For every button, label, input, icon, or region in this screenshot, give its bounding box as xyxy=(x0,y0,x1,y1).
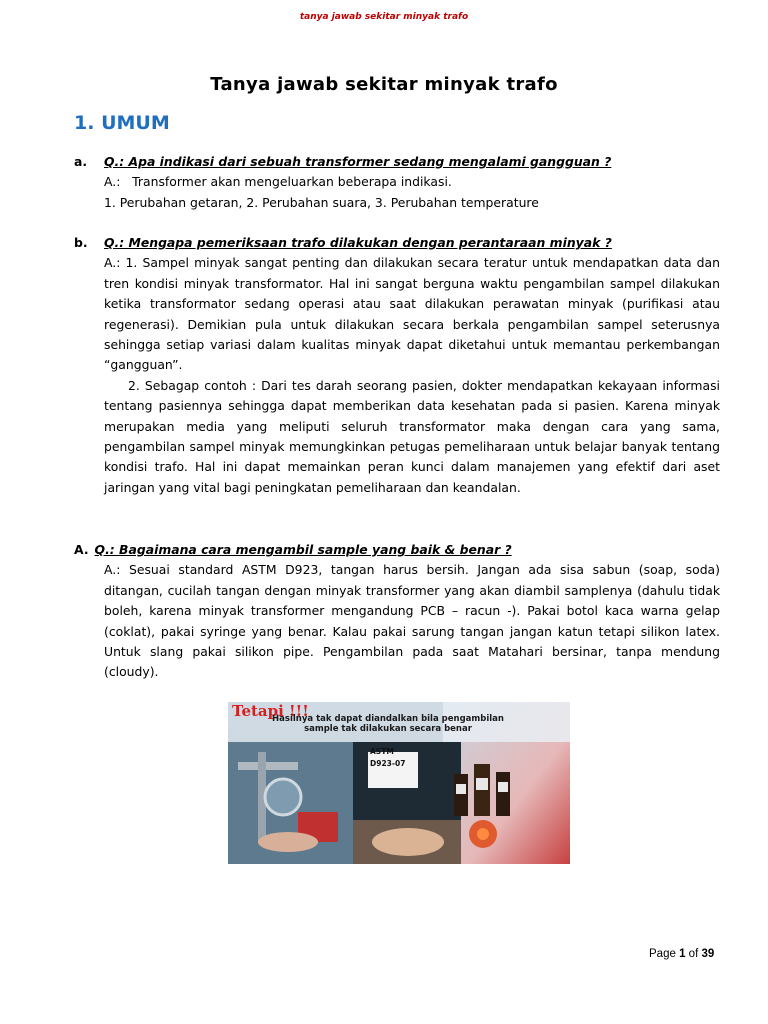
section-name: UMUM xyxy=(101,112,170,134)
answer-block xyxy=(104,172,720,213)
answer-paragraph: A.: 1. Sampel minyak sangat penting dan dilakukan secara teratur untuk mendapatkan data dan tren kondisi minyak transformator. Hal ini sangat berguna waktu pengambilan sampel dilakukan ketika transformator sedang operasi atau saat dilakukan perawatan minyak (purifikasi atau regenerasi). Demikian pula untuk dilakukan secara berkala pengambilan sampel seterusnya sehingga setiap variasi dalam kualitas minyak dapat diketahui untuk memantau perkembangan “gangguan”. xyxy=(104,255,720,373)
page-footer xyxy=(649,948,714,960)
question-text: Q.: Bagaimana cara mengambil sample yang baik & benar ? xyxy=(94,542,512,557)
caption-line: Hasilnya tak dapat diandalkan bila pengambilan xyxy=(272,714,504,724)
qa-item-c xyxy=(74,540,720,683)
page-total: 39 xyxy=(701,948,715,960)
of-word: of xyxy=(688,948,699,960)
question-line xyxy=(74,540,720,560)
label-line: D923-07 xyxy=(370,759,406,768)
answer-line: A.: Transformer akan mengeluarkan beberapa indikasi. xyxy=(104,174,452,190)
sampling-photo xyxy=(228,702,570,864)
question-marker: a. xyxy=(74,154,88,169)
qa-item-a xyxy=(74,152,720,213)
photo-caption xyxy=(258,714,518,734)
running-header: tanya jawab sekitar minyak trafo xyxy=(299,12,469,22)
answer-line: 1. Perubahan getaran, 2. Perubahan suara, 3. Perubahan temperature xyxy=(104,194,539,210)
page-number: 1 xyxy=(679,948,686,960)
question-text: Q.: Apa indikasi dari sebuah transformer sedang mengalami gangguan ? xyxy=(104,154,612,169)
question-text: Q.: Mengapa pemeriksaan trafo dilakukan dengan perantaraan minyak ? xyxy=(104,235,612,250)
label-line: ASTM xyxy=(370,747,394,756)
answer-block xyxy=(104,560,720,682)
page-title: Tanya jawab sekitar minyak trafo xyxy=(210,74,558,95)
qa-item-b xyxy=(74,233,720,498)
answer-paragraph: A.: Sesuai standard ASTM D923, tangan harus bersih. Jangan ada sisa sabun (soap, soda) ditangan, cucilah tangan dengan minyak transformer yang akan diambil samplenya (dahulu tidak boleh, karena minyak transformer mengandung PCB – racun -). Pakai botol kaca warna gelap (coklat), pakai syringe yang benar. Kalau pakai sarung tangan jangan katun tetapi silikon latex. Untuk slang pakai silikon pipe. Pengambilan pada saat Matahari bersinar, tanpa mendung (cloudy). xyxy=(104,562,720,680)
question-marker: b. xyxy=(74,235,88,250)
photo-label xyxy=(370,746,405,770)
answer-block xyxy=(104,253,720,498)
question-marker: A. xyxy=(74,542,89,557)
section-heading xyxy=(74,112,170,134)
question-line xyxy=(74,233,720,253)
question-line xyxy=(74,152,720,172)
caption-line: sample tak dilakukan secara benar xyxy=(304,724,472,734)
answer-paragraph: 2. Sebagap contoh : Dari tes darah seorang pasien, dokter mendapatkan kekayaan informasi tentang pasiennya sehingga dapat memberikan data kesehatan pada si pasien. Karena minyak merupakan media yang meliputi seluruh transformator maka dengan cara yang sama, pengambilan sampel minyak memungkinkan petugas pemeliharaan untuk belajar banyak tentang kondisi trafo. Hal ini dapat memainkan peran kunci dalam manajemen yang efektif dari aset jaringan yang vital bagi peningkatan pemeliharaan dan keandalan. xyxy=(104,377,720,495)
section-number: 1. xyxy=(74,112,95,134)
page-word: Page xyxy=(649,948,676,960)
photo-heading: Tetapi !!! xyxy=(232,702,309,720)
